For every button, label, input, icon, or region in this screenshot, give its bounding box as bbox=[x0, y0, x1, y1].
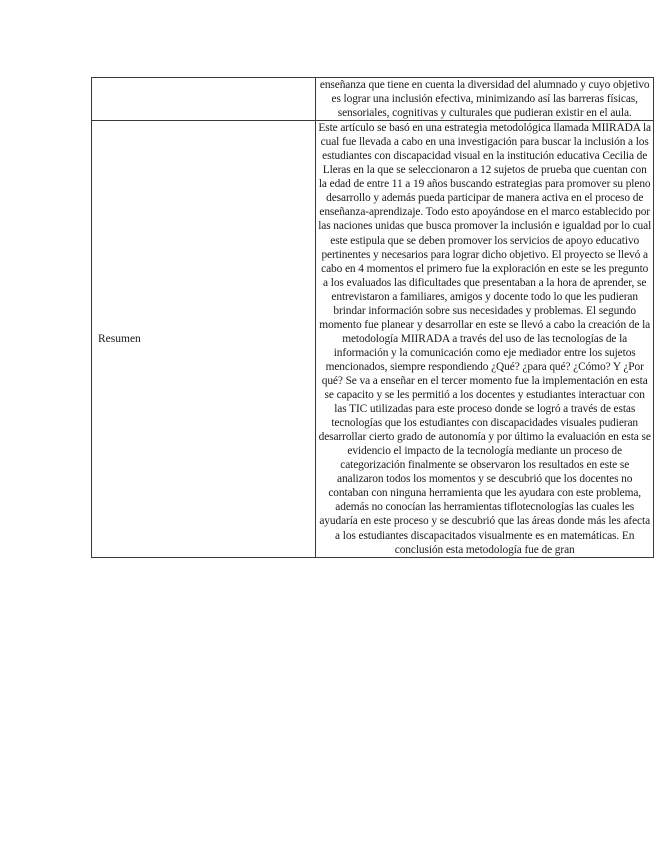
row-label-resumen: Resumen bbox=[92, 121, 316, 557]
summary-paragraph: Este artículo se basó en una estrategia metodológica llamada MIIRADA la cual fue llevada a cabo en una investigación para buscar la inclusión a los estudiantes con discapacidad visual en la institución educativa Cecilia de Lleras en la que se seleccionaron a 12 sujetos de prueba que cuentan con la edad de entre 11 a 19 años buscando estrategias para promover su pleno desarrollo y además pueda participar de manera activa en el proceso de enseñanza-aprendizaje. Todo esto apoyándose en el marco establecido por las naciones unidas que busca promover la inclusión e igualdad por lo cual este estipula que se deben promover los servicios de apoyo educativo pertinentes y necesarios para lograr dicho objetivo. El proyecto se llevó a cabo en 4 momentos el primero fue la exploración en este se les pregunto a los evaluados las dificultades que presentaban a la hora de aprender, se entrevistaron a familiares, amigos y docente todo lo que les pudieran brindar información sobre sus necesidades y problemas. El segundo momento fue planear y desarrollar en este se llevó a cabo la creación de la metodología MIIRADA a través del uso de las tecnologías de la información y la comunicación como eje mediador entre los sujetos mencionados, siempre respondiendo ¿Qué? ¿para qué? ¿Cómo? Y ¿Por qué? Se va a enseñar en el tercer momento fue la implementación en esta se capacito y se les permitió a los docentes y estudiantes interactuar con las TIC utilizadas para este proceso donde se logró a través de estas tecnologías que los estudiantes con discapacidades visuales pudieran desarrollar cierto grado de autonomía y por último la evaluación en esta se evidencio el impacto de la tecnología mediante un proceso de categorización finalmente se observaron los resultados en este se analizaron todos los momentos y se descubrió que los docentes no contaban con ninguna herramienta que les ayudara con este problema, además no conocían las herramientas tiflotecnologías las cuales les ayudaría en este proceso y se descubrió que las áreas donde más les afecta a los estudiantes discapacitados visualmente es en matemáticas. En conclusión esta metodología fue de gran bbox=[318, 122, 652, 556]
row-label bbox=[92, 78, 316, 121]
summary-table bbox=[91, 77, 654, 558]
row-content bbox=[316, 78, 654, 121]
table-row bbox=[92, 121, 654, 557]
row-content-resumen bbox=[316, 121, 654, 557]
table-row bbox=[92, 78, 654, 121]
continued-paragraph: enseñanza que tiene en cuenta la diversidad del alumnado y cuyo objetivo es lograr una inclusión efectiva, minimizando así las barreras físicas, sensoriales, cognitivas y culturales que pudieran existir en el aula. bbox=[319, 79, 650, 120]
